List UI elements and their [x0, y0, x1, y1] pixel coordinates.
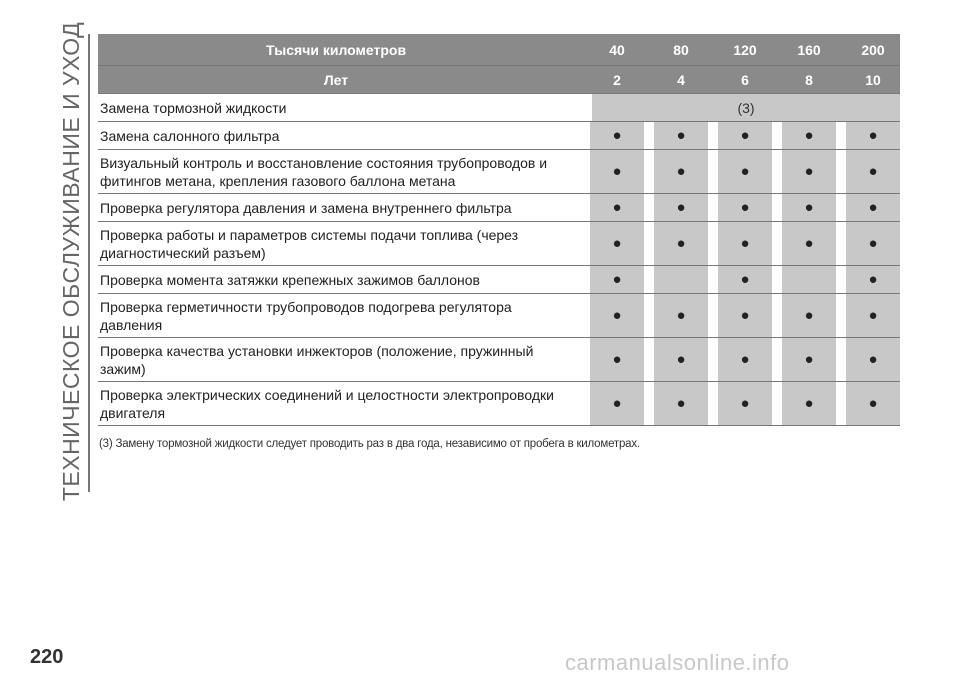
service-mark: ●	[804, 127, 814, 144]
service-mark: ●	[740, 351, 750, 368]
table-row	[98, 222, 900, 266]
interval-cell	[782, 122, 836, 149]
row-note-cell: (3)	[592, 94, 900, 121]
interval-cell	[782, 294, 836, 337]
interval-cell	[846, 294, 900, 337]
service-mark: ●	[804, 351, 814, 368]
row-description: Проверка качества установки инжекторов (положение, пружинный зажим)	[100, 342, 534, 377]
interval-cell	[654, 266, 708, 293]
section-side-title	[54, 21, 90, 501]
watermark: carmanualsonline.info	[565, 650, 790, 675]
interval-cell	[718, 294, 772, 337]
row-cells	[580, 150, 900, 193]
interval-cell	[718, 266, 772, 293]
year-value: 6	[741, 71, 749, 88]
service-mark: ●	[612, 271, 622, 288]
interval-cell	[718, 382, 772, 425]
km-value: 80	[673, 41, 689, 58]
interval-cell	[654, 382, 708, 425]
table-row	[98, 122, 900, 150]
page-number: 220	[30, 646, 64, 668]
service-mark: ●	[868, 199, 878, 216]
service-mark: ●	[676, 127, 686, 144]
service-mark: ●	[740, 395, 750, 412]
interval-cell	[782, 382, 836, 425]
row-cells	[580, 382, 900, 425]
service-mark: ●	[740, 199, 750, 216]
row-cells	[580, 122, 900, 149]
interval-cell	[654, 194, 708, 221]
km-values	[580, 34, 900, 65]
service-mark: ●	[868, 271, 878, 288]
interval-cell	[846, 382, 900, 425]
service-mark: ●	[740, 127, 750, 144]
header-row-km	[98, 34, 900, 66]
interval-cell	[846, 194, 900, 221]
interval-cell	[718, 338, 772, 381]
interval-cell	[590, 222, 644, 265]
interval-cell	[782, 266, 836, 293]
km-label: Тысячи километров	[265, 41, 407, 58]
interval-cell	[590, 266, 644, 293]
row-description: Замена салонного фильтра	[100, 127, 280, 144]
km-value: 120	[733, 41, 757, 58]
interval-cell	[846, 222, 900, 265]
interval-cell	[590, 150, 644, 193]
row-description: Проверка регулятора давления и замена внутреннего фильтра	[100, 199, 512, 216]
interval-cell	[718, 150, 772, 193]
year-value: 10	[865, 71, 881, 88]
service-mark: ●	[612, 127, 622, 144]
interval-cell	[782, 338, 836, 381]
row-description: Визуальный контроль и восстановление состояния трубопроводов и фитингов метана, крепления газового баллона метана	[100, 154, 548, 189]
service-mark: ●	[868, 307, 878, 324]
km-value: 200	[861, 41, 885, 58]
row-description: Проверка работы и параметров системы подачи топлива (через диагностический разъем)	[100, 226, 519, 261]
km-value: 160	[797, 41, 821, 58]
interval-cell	[718, 222, 772, 265]
table-row	[98, 338, 900, 382]
service-mark: ●	[740, 235, 750, 252]
service-mark: ●	[612, 163, 622, 180]
table-row	[98, 94, 900, 122]
row-cells	[580, 338, 900, 381]
maintenance-table	[98, 34, 900, 426]
row-cells	[580, 294, 900, 337]
service-mark: ●	[676, 395, 686, 412]
years-values	[580, 66, 900, 93]
service-mark: ●	[868, 163, 878, 180]
service-mark: ●	[612, 307, 622, 324]
row-cells	[580, 194, 900, 221]
year-value: 8	[805, 71, 813, 88]
service-mark: ●	[804, 307, 814, 324]
service-mark: ●	[612, 351, 622, 368]
row-description: Проверка герметичности трубопроводов подогрева регулятора давления	[100, 298, 512, 333]
interval-cell	[590, 338, 644, 381]
interval-cell	[654, 294, 708, 337]
row-cells	[580, 266, 900, 293]
table-row	[98, 194, 900, 222]
side-divider	[88, 34, 90, 492]
service-mark: ●	[676, 351, 686, 368]
section-side-title-text: ТЕХНИЧЕСКОЕ ОБСЛУЖИВАНИЕ И УХОД	[58, 21, 85, 501]
header-row-years	[98, 66, 900, 94]
interval-cell	[846, 122, 900, 149]
service-mark: ●	[804, 199, 814, 216]
service-mark: ●	[804, 163, 814, 180]
interval-cell	[590, 294, 644, 337]
service-mark: ●	[612, 235, 622, 252]
interval-cell	[590, 382, 644, 425]
interval-cell	[782, 222, 836, 265]
interval-cell	[846, 266, 900, 293]
service-mark: ●	[804, 395, 814, 412]
table-row	[98, 382, 900, 426]
year-value: 2	[613, 71, 621, 88]
service-mark: ●	[740, 271, 750, 288]
km-value: 40	[609, 41, 625, 58]
service-mark: ●	[868, 235, 878, 252]
interval-cell	[654, 150, 708, 193]
row-description: Проверка электрических соединений и целостности электропроводки двигателя	[100, 386, 554, 421]
interval-cell	[654, 222, 708, 265]
interval-cell	[654, 338, 708, 381]
service-mark: ●	[740, 307, 750, 324]
years-label: Лет	[323, 71, 349, 88]
footnote: (3) Замену тормозной жидкости следует проводить раз в два года, независимо от пробега в километрах.	[99, 438, 640, 450]
service-mark: ●	[804, 235, 814, 252]
year-value: 4	[677, 71, 685, 88]
service-mark: ●	[740, 163, 750, 180]
service-mark: ●	[676, 199, 686, 216]
service-mark: ●	[868, 351, 878, 368]
service-mark: ●	[612, 395, 622, 412]
row-description: Замена тормозной жидкости	[100, 99, 287, 116]
interval-cell	[590, 122, 644, 149]
service-mark: ●	[868, 395, 878, 412]
row-cells	[582, 94, 900, 121]
table-row	[98, 150, 900, 194]
interval-cell	[718, 194, 772, 221]
table-row	[98, 266, 900, 294]
interval-cell	[846, 150, 900, 193]
interval-cell	[846, 338, 900, 381]
row-description: Проверка момента затяжки крепежных зажимов баллонов	[100, 271, 480, 288]
service-mark: ●	[612, 199, 622, 216]
service-mark: ●	[676, 307, 686, 324]
interval-cell	[782, 194, 836, 221]
table-row	[98, 294, 900, 338]
row-cells	[580, 222, 900, 265]
service-mark: ●	[868, 127, 878, 144]
interval-cell	[590, 194, 644, 221]
interval-cell	[718, 122, 772, 149]
interval-cell	[782, 150, 836, 193]
interval-cell	[654, 122, 708, 149]
table-body	[98, 94, 900, 426]
service-mark: ●	[676, 163, 686, 180]
service-mark: ●	[676, 235, 686, 252]
